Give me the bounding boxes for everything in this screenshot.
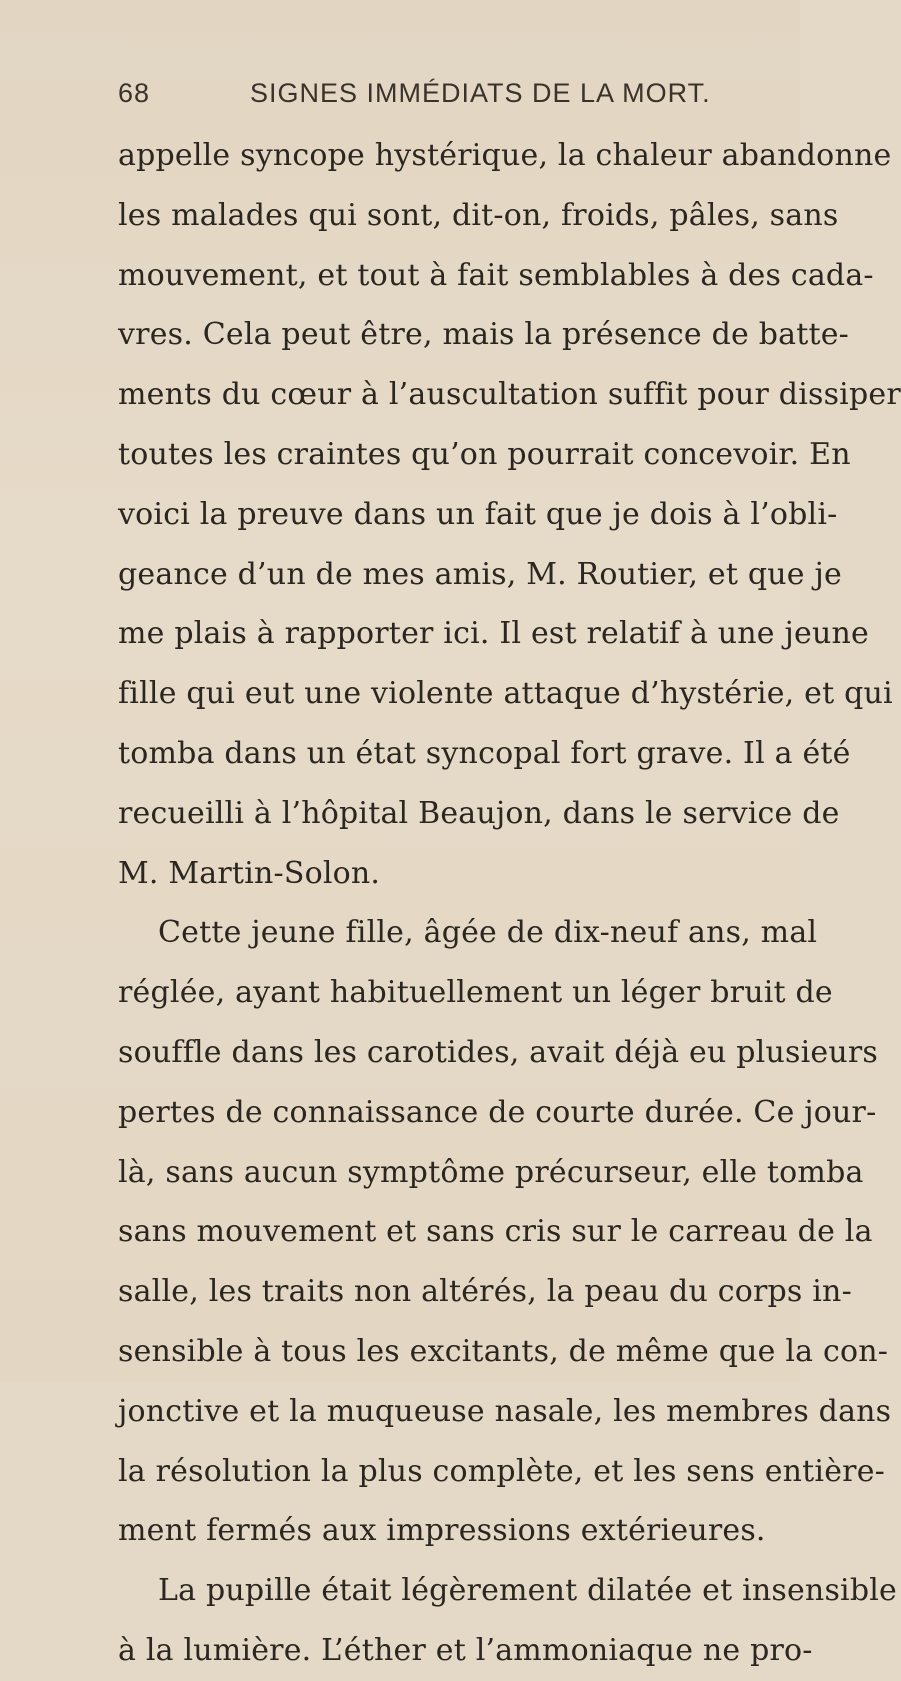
text-line: ments du cœur à l’auscultation suffit pour dissiper xyxy=(118,377,901,413)
text-line: sensible à tous les excitants, de même que la con- xyxy=(118,1333,889,1369)
text-line: me plais à rapporter ici. Il est relatif à une jeune xyxy=(118,616,869,652)
text-line: appelle syncope hystérique, la chaleur abandonne xyxy=(118,138,892,173)
text-line: voici la preuve dans un fait que je dois à l’obli- xyxy=(118,496,838,532)
text-line: la résolution la plus complète, et les sens entière- xyxy=(118,1453,886,1489)
text-line: pertes de connaissance de courte durée. Ce jour- xyxy=(118,1094,877,1130)
text-line: toutes les craintes qu’on pourrait concevoir. En xyxy=(118,436,851,472)
text-line: vres. Cela peut être, mais la présence de batte- xyxy=(118,317,850,353)
text-line: salle, les traits non altérés, la peau du corps in- xyxy=(118,1274,852,1310)
text-line: souffle dans les carotides, avait déjà eu plusieurs xyxy=(118,1034,878,1070)
paragraph-end-line: ment fermés aux impressions extérieures. xyxy=(118,1513,766,1549)
text-line: réglée, ayant habituellement un léger bruit de xyxy=(118,975,833,1011)
page-header-title: SIGNES IMMÉDIATS DE LA MORT. xyxy=(250,78,711,108)
text-line: mouvement, et tout à fait semblables à des cada- xyxy=(118,257,874,293)
text-line: geance d’un de mes amis, M. Routier, et que je xyxy=(118,556,842,592)
text-line: à la lumière. L’éther et l’ammoniaque ne pro- xyxy=(118,1632,813,1668)
body-text xyxy=(118,126,901,1681)
paragraph-start-line: La pupille était légèrement dilatée et insensible xyxy=(158,1573,897,1609)
running-head xyxy=(118,78,718,122)
paragraph-start-line: Cette jeune fille, âgée de dix-neuf ans, mal xyxy=(158,915,818,951)
text-line: sans mouvement et sans cris sur le carreau de la xyxy=(118,1214,873,1250)
page-number: 68 xyxy=(118,78,151,108)
text-line: jonctive et la muqueuse nasale, les membres dans xyxy=(118,1393,892,1429)
text-line: fille qui eut une violente attaque d’hystérie, et qui xyxy=(118,676,893,712)
text-line: les malades qui sont, dit-on, froids, pâles, sans xyxy=(118,197,839,233)
text-line: tomba dans un état syncopal fort grave. Il a été xyxy=(118,735,851,771)
paragraph-end-line: M. Martin-Solon. xyxy=(118,855,381,891)
text-line: recueilli à l’hôpital Beaujon, dans le service de xyxy=(118,795,840,831)
text-line: là, sans aucun symptôme précurseur, elle tomba xyxy=(118,1154,864,1190)
